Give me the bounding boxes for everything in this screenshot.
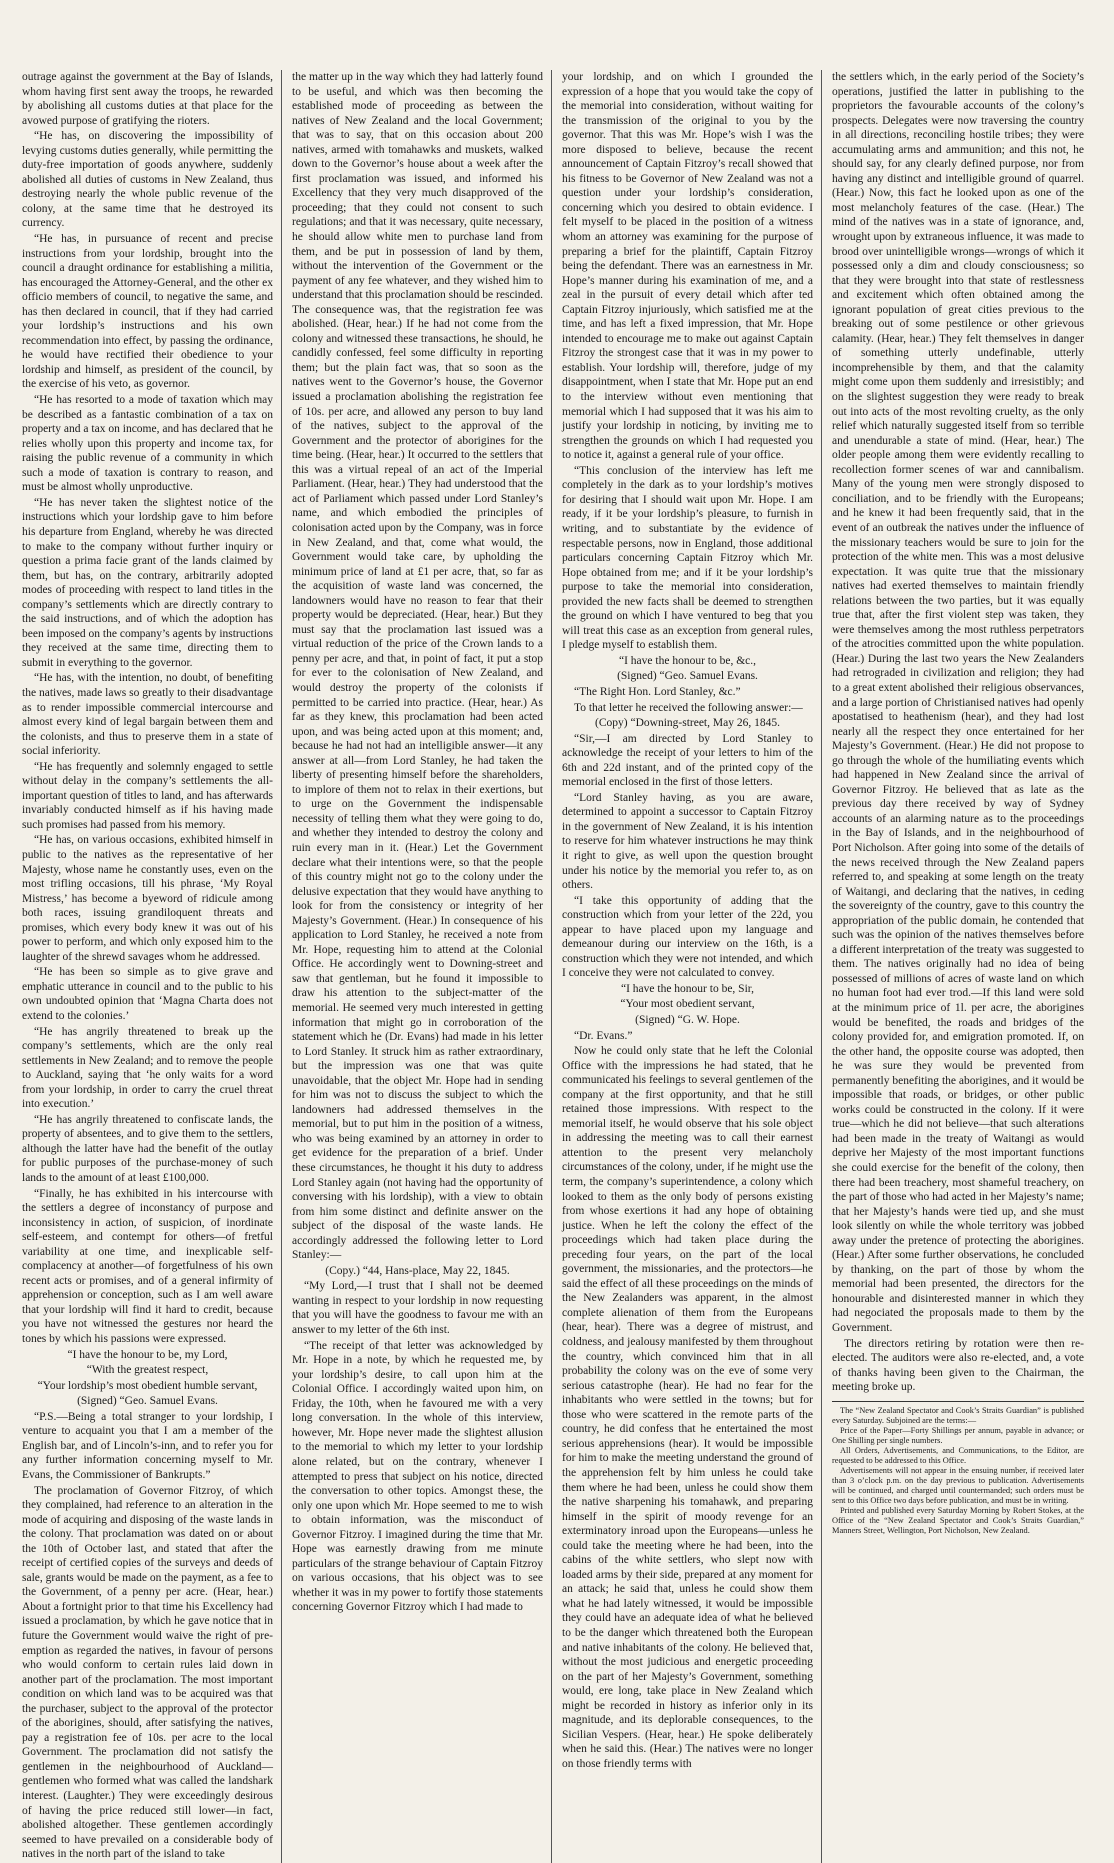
column-2 — [292, 70, 552, 1863]
article-paragraph: “My Lord,—I trust that I shall not be deemed wanting in respect to your lordship in now requesting that you will have the goodness to favour me with an answer to my letter of the 6th inst. — [292, 1280, 543, 1337]
article-paragraph: “He has angrily threatened to break up the company’s settlements, which are the only real settlements in New Zealand; and to remove the people to Auckland, saying that ‘he only waits for a word from your lordship, in order to carry the cruel threat into execution.’ — [22, 1025, 273, 1111]
article-paragraph: “He has never taken the slightest notice of the instructions which your lordship gave to him before his departure from England, whereby he was directed to make to the company without further inquiry or question a prima facie grant of the lands claimed by them, but has, on the contrary, arbitrarily adopted modes of proceeding with respect to land titles in the company’s settlements which are directly contrary to the said instructions, and of which the adoption has been imposed on the company’s agents by instructions they received at the same time, directing them to submit in everything to the governor. — [22, 496, 273, 669]
article-paragraph: “P.S.—Being a total stranger to your lordship, I venture to acquaint you that I am a member of the English bar, and of Lincoln’s-inn, and to refer you for any further information concerning myself to Mr. Evans, the Commissioner of Bankrupts.” — [22, 1410, 273, 1481]
article-paragraph: “He has, in pursuance of recent and precise instructions from your lordship, brought into the council a draught ordinance for establishing a militia, has encouraged the Attorney-General, and the other ex officio members of council, to negative the same, and has then declared in council, that if they had carried your lordship’s instructions and his own recommendation into effect, by passing the ordinance, he would have rectified their obedience to your lordship and himself, as president of the council, by the exercise of his veto, as governor. — [22, 233, 273, 391]
article-paragraph: “With the greatest respect, — [86, 1364, 209, 1377]
article-paragraph: “I take this opportunity of adding that the construction which from your letter of the 22d, you appear to have placed upon my language and demeanour during our interview on the 16th, is a construction which they were not intended, and which I conceive they were not calculated to convey. — [562, 894, 813, 980]
article-paragraph: Now he could only state that he left the Colonial Office with the impressions he had stated, that he communicated his feelings to several gentlemen of the company at the first opportunity, and that he still retained those impressions. With respect to the memorial itself, he would observe that his sole object in addressing the meeting was to call their earnest attention to the present very melancholy circumstances of the colony, under, if he might use the term, the company’s superintendence, a colony which looked to them as the only body of persons existing from whose exertions it had any hope of obtaining justice. When he left the colony the effect of the proceedings which had taken place during the preceding four years, on the part of the local government, the missionaries, and the protectors—he said the effect of all these proceedings on the minds of the New Zealanders was apparent, in the almost complete alienation of them from the Europeans (hear, hear). There was a degree of mistrust, and coldness, and jealousy manifested by them throughout the country, which convinced him that in all probability the colony was on the eve of some very serious catastrophe (hear). He had no fear for the inhabitants who were settled in the towns; but for those who were scattered in the remote parts of the country, he did confess that he entertained the most serious apprehensions (hear). It would be impossible for him to make the meeting understand the ground of the apprehension felt by him unless he could take them where he had been, unless he could show them the native sharpening his tomahawk, and preparing himself in the spirit of moody revenge for an exterminatory inroad upon the Europeans—unless he could take the meeting where he had been, into the cabins of the white settlers, who slept now with loaded arms by their side, prepared at any moment for an attack; he said that, unless he could show them what he had lately witnessed, it would be impossible they could have an adequate idea of what he believed to be the danger which threatened both the European and native inhabitants of the colony. He believed that, without the most judicious and energetic proceeding on the part of her Majesty’s Government, something would, ere long, take place in New Zealand which might be recorded in history as inferior only in its magnitude, and its deplorable consequences, to the Sicilian Vespers. (Hear, hear.) He spoke deliberately when he said this. (Hear.) The natives were no longer on those friendly terms with — [562, 1045, 813, 1770]
article-paragraph: To that letter he received the following answer:— — [574, 701, 803, 714]
article-paragraph: (Copy) “Downing-street, May 26, 1845. — [595, 717, 780, 730]
article-paragraph: The proclamation of Governor Fitzroy, of which they complained, had reference to an alteration in the mode of acquiring and disposing of the waste lands in the colony. That proclamation was dated on or about the 10th of October last, and stated that after the receipt of certified copies of the surveys and deeds of sale, grants would be made on the payment, as a fee to the Government, of a penny per acre. (Hear, hear.) About a fortnight prior to that time his Excellency had issued a proclamation, by which he gave notice that in future the Government would waive the right of pre-emption as regarded the natives, in favour of persons who would conform to certain rules laid down in another part of the proclamation. The most important condition on which land was to be acquired was that the purchaser, subject to the approval of the protector of the aborigines, should, after satisfying the natives, pay a registration fee of 10s. per acre to the local Government. The proclamation did not satisfy the gentlemen in the neighbourhood of Auckland—gentlemen who formed what was called the landshark interest. (Laughter.) They were exceedingly desirous of having the price reduced still lower—in fact, abolished altogether. These gentlemen accordingly seemed to have prevailed on a considerable body of natives in the north part of the island to take — [22, 1484, 273, 1861]
column-4 — [832, 70, 1092, 1863]
article-paragraph: “Sir,—I am directed by Lord Stanley to acknowledge the receipt of your letters to him of the 6th and 22d instant, and of the printed copy of the memorial enclosed in the first of those letters. — [562, 732, 813, 789]
article-paragraph: “Your lordship’s most obedient humble servant, — [37, 1379, 258, 1392]
colophon-rule — [832, 1401, 1084, 1402]
colophon-line: Price of the Paper—Forty Shillings per annum, payable in advance; or One Shilling per single numbers. — [832, 1425, 1084, 1445]
colophon-line: Advertisements will not appear in the ensuing number, if received later than 3 o’clock p.m. on the day previous to publication. Advertisements will be continued, and charged until countermanded; such orders must be sent to this Office two days before publication, and must be in writing. — [832, 1465, 1084, 1505]
article-paragraph: outrage against the government at the Bay of Islands, whom having first sent away the troops, he rewarded by abolishing all customs duties at that place for the avowed purpose of gratifying the rioters. — [22, 71, 273, 127]
article-paragraph: “He has, on various occasions, exhibited himself in public to the natives as the representative of her Majesty, whose name he constantly uses, even on the most trifling occasions, till his phrase, ‘My Royal Mistress,’ has become a byeword of ridicule among both races, issuing grandiloquent threats and promises, which every body knew it was out of his power to perform, and which only exposed him to the laughter of the shrewd savages whom he addressed. — [22, 834, 273, 963]
article-paragraph: “The receipt of that letter was acknowledged by Mr. Hope in a note, by which he requested me, by your lordship’s desire, to call upon him at the Colonial Office. I accordingly waited upon him, on Friday, the 10th, when he favoured me with a very long conversation. In the whole of this interview, however, Mr. Hope never made the slightest allusion to the memorial to which my letter to your lordship alone related, but on the contrary, whenever I attempted to press that subject on his notice, directed the conversation to other topics. Amongst these, the only one upon which Mr. Hope seemed to me to wish to obtain information, was the misconduct of Governor Fitzroy. I imagined during the time that Mr. Hope was earnestly drawing from me minute particulars of the strange behaviour of Captain Fitzroy on various occasions, that his object was to see whether it was in my power to fortify those statements concerning Governor Fitzroy which I had made to — [292, 1339, 543, 1614]
article-paragraph: “Finally, he has exhibited in his intercourse with the settlers a degree of inconstancy of purpose and inconsistency in action, of suspicion, of inordinate self-esteem, and contempt for others—of fretful variability at one time, and inexplicable self-complacency at another—of forgetfulness of his own recent acts or promises, and of a general infirmity of apprehension or conception, such as I am well aware that your lordship will find it hard to credit, because you have not witnessed the gestures nor heard the tones by which his passions were expressed. — [22, 1187, 273, 1346]
article-paragraph: “Lord Stanley having, as you are aware, determined to appoint a successor to Captain Fitzroy in the government of New Zealand, it is his intention to reserve for him whatever instructions he may think it right to give, as well upon the question brought under his notice by the memorial you refer to, as on others. — [562, 791, 813, 892]
article-paragraph: (Signed) “Geo. Samuel Evans. — [77, 1395, 218, 1408]
column-4-body — [832, 70, 1084, 1395]
column-1 — [22, 70, 282, 1863]
article-paragraph: (Signed) “Geo. Samuel Evans. — [617, 670, 758, 683]
colophon — [832, 1406, 1084, 1536]
article-paragraph: “I have the honour to be, Sir, — [620, 982, 755, 995]
colophon-line: All Orders, Advertisements, and Communications, to the Editor, are requested to be addressed to this Office. — [832, 1445, 1084, 1465]
colophon-line: The “New Zealand Spectator and Cook’s Straits Guardian” is published every Saturday. Subjoined are the terms:— — [832, 1405, 1084, 1425]
article-paragraph: “He has angrily threatened to confiscate lands, the property of absentees, and to give them to the settlers, although the latter have had the benefit of the outlay for public purposes of the purchase-money of such lands to the amount of at least £100,000. — [22, 1113, 273, 1185]
article-paragraph: “He has, on discovering the impossibility of levying customs duties generally, while permitting the duty-free importation of goods anywhere, suddenly abolished all duties of customs in New Zealand, thus destroying nearly the whole public revenue of the colony, at the same time that he destroyed its currency. — [22, 130, 273, 230]
article-paragraph: “This conclusion of the interview has left me completely in the dark as to your lordship’s motives for desiring that I should wait upon Mr. Hope. I am ready, if it be your lordship’s pleasure, to furnish in writing, and to substantiate by the evidence of respectable persons, now in England, those additional particulars concerning Captain Fitzroy which Mr. Hope obtained from me; and if it be your lordship’s purpose to take the memorial into consideration, provided the new facts shall be deemed to strengthen the ground on which I have ventured to beg that you will treat this case as an exception from general rules, I pledge myself to establish them. — [562, 464, 813, 652]
article-paragraph: “The Right Hon. Lord Stanley, &c.” — [574, 685, 741, 698]
article-paragraph: the matter up in the way which they had latterly found to be useful, and which was then becoming the established mode of proceeding as between the natives of New Zealand and the local Government; that was to say, that on this occasion about 200 natives, armed with tomahawks and muskets, walked down to the Governor’s house about a week after the first proclamation was issued, and informed his Excellency that they very much disapproved of the proceeding; that they could not consent to such regulations; and that it was necessary, quite necessary, he should allow white men to purchase land from them, and be put in possession of land by them, without the intervention of the Government or the payment of any fee whatever, and they wished him to understand that this proclamation should be rescinded. The consequence was, that the registration fee was abolished. (Hear, hear.) If he had not come from the colony and witnessed these transactions, he should, he candidly confessed, feel some difficulty in reporting them; but the plain fact was, that so soon as the natives went to the Governor’s house, the Governor issued a proclamation abolishing the registration fee of 10s. per acre, and allowed any person to buy land of the natives, subject to the approval of the Government and the protector of aborigines for the time being. (Hear, hear.) It occurred to the settlers that this was a virtual repeal of an act of the Imperial Parliament. (Hear, hear.) They had understood that the act of Parliament which passed under Lord Stanley’s name, and which embodied the principles of colonisation acted upon by the Company, was in force in New Zealand, and that, come what would, the Government would take care, by upholding the minimum price of land at £1 per acre, that, so far as the acquisition of waste land was concerned, the landowners would have no reason to fear that their property would be depreciated. (Hear, hear.) But they must say that the proclamation last issued was a virtual reduction of the price of the Crown lands to a penny per acre, and that, in point of fact, it put a stop for ever to the colonisation of New Zealand, and would destroy the property of the colonists if permitted to be carried into practice. (Hear, hear.) As far as they knew, this proclamation had been acted upon, and was being acted upon at this moment; and, because he had not had an intelligible answer—it any answer at all—from Lord Stanley, he had taken the liberty of presenting himself before the shareholders, to implore of them not to relax in their exertions, but to urge on the Government the indispensable necessity of telling them what they were going to do, and whether they intended to destroy the colony and ruin every man in it. (Hear.) Let the Government declare what their intentions were, so that the people of this country might not go to the colony under the delusive expectation that they would have anything to look for from the consistency or integrity of her Majesty’s Government. (Hear.) In consequence of his application to Lord Stanley, he received a note from Mr. Hope, requesting him to attend at the Colonial Office. He accordingly went to Downing-street and saw that gentleman, but he found it impossible to draw his attention to the subject-matter of the memorial. He seemed very much interested in getting information that might go in corroboration of the statement which he (Dr. Evans) had made in his letter to Lord Stanley. It struck him as rather extraordinary, but the impression was one that was quite unavoidable, that the object Mr. Hope had in sending for him was not to discuss the subject to which the landowners had addressed themselves in the memorial, but to put him in the position of a witness, who was being examined by an attorney in order to get evidence for the preparation of a brief. Under these circumstances, he thought it his duty to address Lord Stanley again (not having had the opportunity of conversing with his lordship), with a view to obtain from him some distinct and definite answer on the subject of the disposal of the waste lands. He accordingly addressed the following letter to Lord Stanley:— — [292, 71, 543, 1262]
article-paragraph: “He has, with the intention, no doubt, of benefiting the natives, made laws so greatly to their disadvantage as to render impossible commercial intercourse and almost every kind of legal bargain between them and the colonists, and thus to preserve them in a state of social inferiority. — [22, 672, 273, 758]
article-paragraph: “I have the honour to be, my Lord, — [67, 1348, 228, 1361]
article-paragraph: “He has frequently and solemnly engaged to settle without delay in the company’s settlements the all-important question of titles to land, and has afterwards invariably conducted himself as if his having made such promises had passed from his memory. — [22, 760, 273, 831]
article-paragraph: The directors retiring by rotation were then re-elected. The auditors were also re-elected, and, a vote of thanks having been given to the Chairman, the meeting broke up. — [832, 1337, 1084, 1394]
column-3 — [562, 70, 822, 1863]
article-paragraph: “Dr. Evans.” — [574, 1029, 633, 1042]
article-paragraph: “I have the honour to be, &c., — [619, 654, 756, 667]
article-paragraph: (Signed) “G. W. Hope. — [635, 1014, 740, 1026]
article-paragraph: “He has been so simple as to give grave and emphatic utterance in council and to the public to his own undoubted opinion that ‘Magna Charta does not extend to the colonies.’ — [22, 966, 273, 1022]
article-paragraph: “He has resorted to a mode of taxation which may be described as a fantastic combination of a tax on property and a tax on income, and has declared that he relies wholly upon this property and income tax, for raising the public revenue of a community in which such a mode of taxation is contrary to reason, and must be almost wholly unproductive. — [22, 394, 273, 494]
article-paragraph: the settlers which, in the early period of the Society’s operations, justified the latter in publishing to the proprietors the favourable accounts of the colony’s prospects. Delegates were now traversing the country in all directions, reconciling hostile tribes; they were accumulating arms and ammunition; and this not, he should say, for any clearly defined purpose, nor from having any distinct and intelligible ground of quarrel. (Hear.) Now, this fact he looked upon as one of the most melancholy features of the case. (Hear.) The mind of the natives was in a state of ignorance, and, wrought upon by extraneous influence, it was made to brood over unintelligible wrongs—wrongs of which it possessed only a dim and cloudy consciousness; so that they were brought into that state of restlessness and excitement which often obtained among the ignorant population of great cities previous to the breaking out of some pestilence or other grievous calamity. (Hear, hear.) They felt themselves in danger of something utterly undefinable, utterly incomprehensible by them, and that the calamity might come upon them suddenly and irresistibly; and on the slightest suggestion they were ready to break out into acts of the most revolting cruelty, as the only relief which naturally suggested itself from so terrible and unendurable a state of mind. (Hear, hear.) The older people among them were evidently recalling to recollection former scenes of war and cannibalism. Many of the young men were strongly disposed to conciliation, and to be friendly with the Europeans; and he knew it had been frequently said, that in the event of an outbreak the natives under the influence of the missionary teachers would be sure to join for the protection of the white men. This was a most delusive expectation. It was quite true that the missionary natives had exerted themselves to maintain friendly relations between the two parties, but it was equally true that, after the first violent step was taken, they were themselves among the most ruthless perpetrators of the atrocities committed upon the white population. (Hear.) During the last two years the New Zealanders had retrograded in civilization and religion; they had to a great extent abolished their religious observances, and a large portion of Christianised natives had openly apostatised to heathenism (hear), and they had lost nearly all the respect they once entertained for her Majesty’s Government. (Hear.) He did not propose to go through the whole of the humiliating events which had happened in New Zealand since the arrival of Governor Fitzroy. He believed that as late as the previous day there received by way of Sydney accounts of an alarming nature as to the proceedings in the Bay of Islands, and in the neighbourhood of Port Nicholson. After going into some of the details of the news received through the New Zealand papers referred to, and speaking at some length on the treaty of Waitangi, and declaring that the natives, in ceding the sovereignty of the country, gave to this country the appropriation of the public domain, he contended that such was the opinion of the natives themselves before a different interpretation of the treaty was suggested to them. The natives originally had no idea of being possessed of millions of acres of waste land on which no human foot had ever trod.—If this land were sold at the minimum price of 1l. per acre, the aborigines would be benefited, the roads and bridges of the colony provided for, and emigration promoted. If, on the other hand, the opposite course was adopted, then he was sure they would be prevented from permanently benefiting the aborigines, and it would be impossible that roads, or bridges, or other public works could be constructed in the colony. If it were true—which he did not believe—that such alterations had been made in the treaty of Waitangi as would deprive her Majesty of the most important functions she could exercise for the benefit of the colony, then there had been treachery, most shameful treachery, on the part of those who had acted in her Majesty’s name; that her Majesty’s hands were tied up, and she must look silently on while the whole territory was jobbed away under the pretence of protecting the aborigines. (Hear.) After some further observations, he concluded by thanking, on the part of those by whom the memorial had been presented, the directors for the honourable and disinterested manner in which they had negociated the proposals made to them by the Government. — [832, 71, 1084, 1335]
article-paragraph: your lordship, and on which I grounded the expression of a hope that you would take the copy of the memorial into consideration, without waiting for the transmission of the original to you by the governor. That this was Mr. Hope’s wish I was the more disposed to believe, because the recent announcement of Captain Fitzroy’s recall showed that his fitness to be Governor of New Zealand was not a question under your lordship’s consideration, concerning which you desired to obtain evidence. I felt myself to be placed in the position of a witness whom an attorney was examining for the purpose of preparing a brief for the plaintiff, Captain Fitzroy being the defendant. There was an earnestness in Mr. Hope’s manner during his examination of me, and a zeal in the pursuit of every detail which after ted Captain Fitzroy injuriously, which satisfied me at the time, and has left a fixed impression, that Mr. Hope intended to encourage me to make out against Captain Fitzroy the strongest case that it was in my power to establish. Your lordship will, therefore, judge of my disappointment, when I state that Mr. Hope put an end to the interview without even mentioning that memorial which I had supposed that it was his aim to justify your lordship in noticing, by inviting me to strengthen the grounds on which I had requested you to notice it, against a general rule of your office. — [562, 71, 813, 462]
columns — [22, 70, 1092, 1861]
article-paragraph: “Your most obedient servant, — [620, 998, 755, 1011]
colophon-line: Printed and published every Saturday Morning by Robert Stokes, at the Office of the “New Zealand Spectator and Cook’s Straits Guardian,” Manners Street, Wellington, Port Nicholson, New Zealand. — [832, 1505, 1084, 1535]
article-paragraph: (Copy.) “44, Hans-place, May 22, 1845. — [325, 1264, 510, 1277]
